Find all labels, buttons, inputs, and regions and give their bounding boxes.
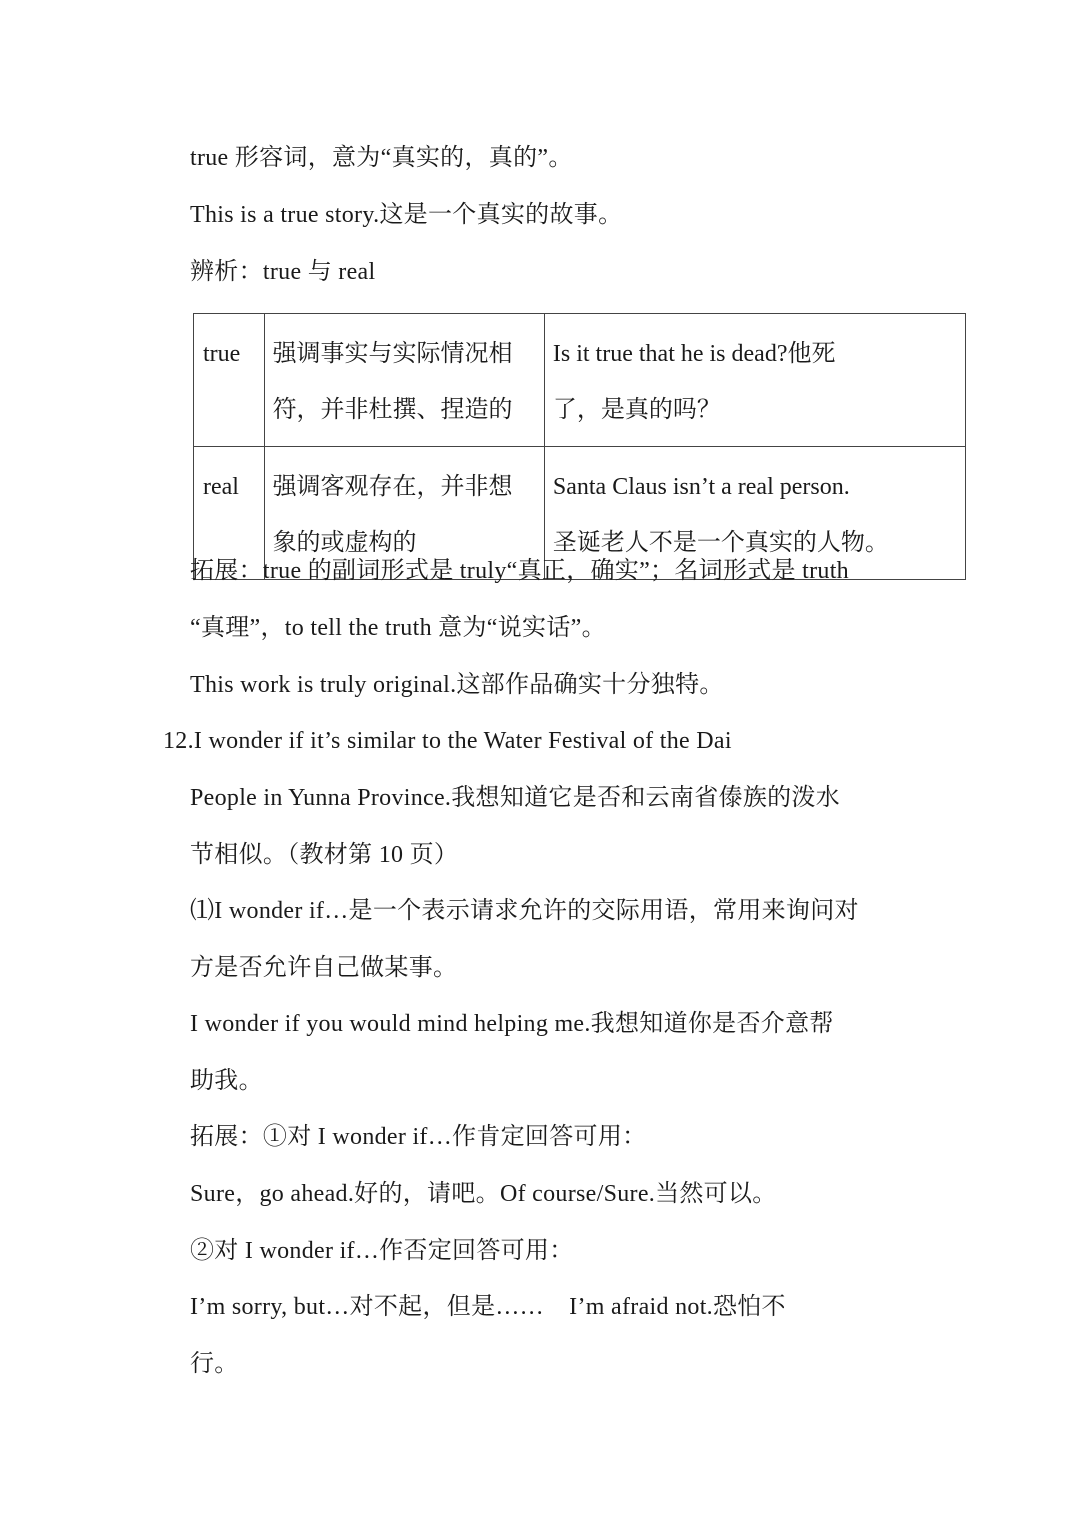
paragraph-line: 行。 <box>190 1351 239 1377</box>
table-row <box>194 314 966 447</box>
paragraph-line: I wonder if you would mind helping me.我想知道你是否介意帮 <box>190 1011 834 1037</box>
table-cell-word: real <box>194 447 265 580</box>
paragraph-line: People in Yunna Province.我想知道它是否和云南省傣族的泼水 <box>190 785 841 811</box>
table-cell-meaning: 强调事实与实际情况相 符，并非杜撰、捏造的 <box>264 314 544 447</box>
paragraph-line: 节相似。（教材第 10 页） <box>190 842 459 868</box>
paragraph-line: 辨析：true 与 real <box>190 259 376 285</box>
paragraph-line: 方是否允许自己做某事。 <box>190 955 458 981</box>
paragraph-line: This is a true story.这是一个真实的故事。 <box>190 202 623 228</box>
paragraph-line: 拓展：true 的副词形式是 truly“真正，确实”；名词形式是 truth <box>190 558 849 584</box>
table-cell-example: Is it true that he is dead?他死 了，是真的吗？ <box>544 314 965 447</box>
item-heading-line: 12.I wonder if it’s similar to the Water Festival of the Dai <box>163 728 732 754</box>
paragraph-line: I’m sorry, but…对不起，但是…… I’m afraid not.恐怕不 <box>190 1294 786 1320</box>
paragraph-line: ②对 I wonder if…作否定回答可用： <box>190 1238 574 1264</box>
paragraph-line: ⑴I wonder if…是一个表示请求允许的交际用语，常用来询问对 <box>190 898 859 924</box>
paragraph-line: “真理”，to tell the truth 意为“说实话”。 <box>190 615 606 641</box>
paragraph-line: 拓展：①对 I wonder if…作肯定回答可用： <box>190 1124 647 1150</box>
paragraph-line: This work is truly original.这部作品确实十分独特。 <box>190 672 724 698</box>
true-real-comparison-table <box>193 313 966 580</box>
table-cell-example: Santa Claus isn’t a real person. 圣诞老人不是一个真实的人物。 <box>544 447 965 580</box>
table-cell-word: true <box>194 314 265 447</box>
paragraph-line: true 形容词，意为“真实的，真的”。 <box>190 145 573 171</box>
table-cell-meaning: 强调客观存在，并非想 象的或虚构的 <box>264 447 544 580</box>
paragraph-line: 助我。 <box>190 1068 263 1094</box>
paragraph-line: Sure，go ahead.好的，请吧。Of course/Sure.当然可以。 <box>190 1181 777 1207</box>
